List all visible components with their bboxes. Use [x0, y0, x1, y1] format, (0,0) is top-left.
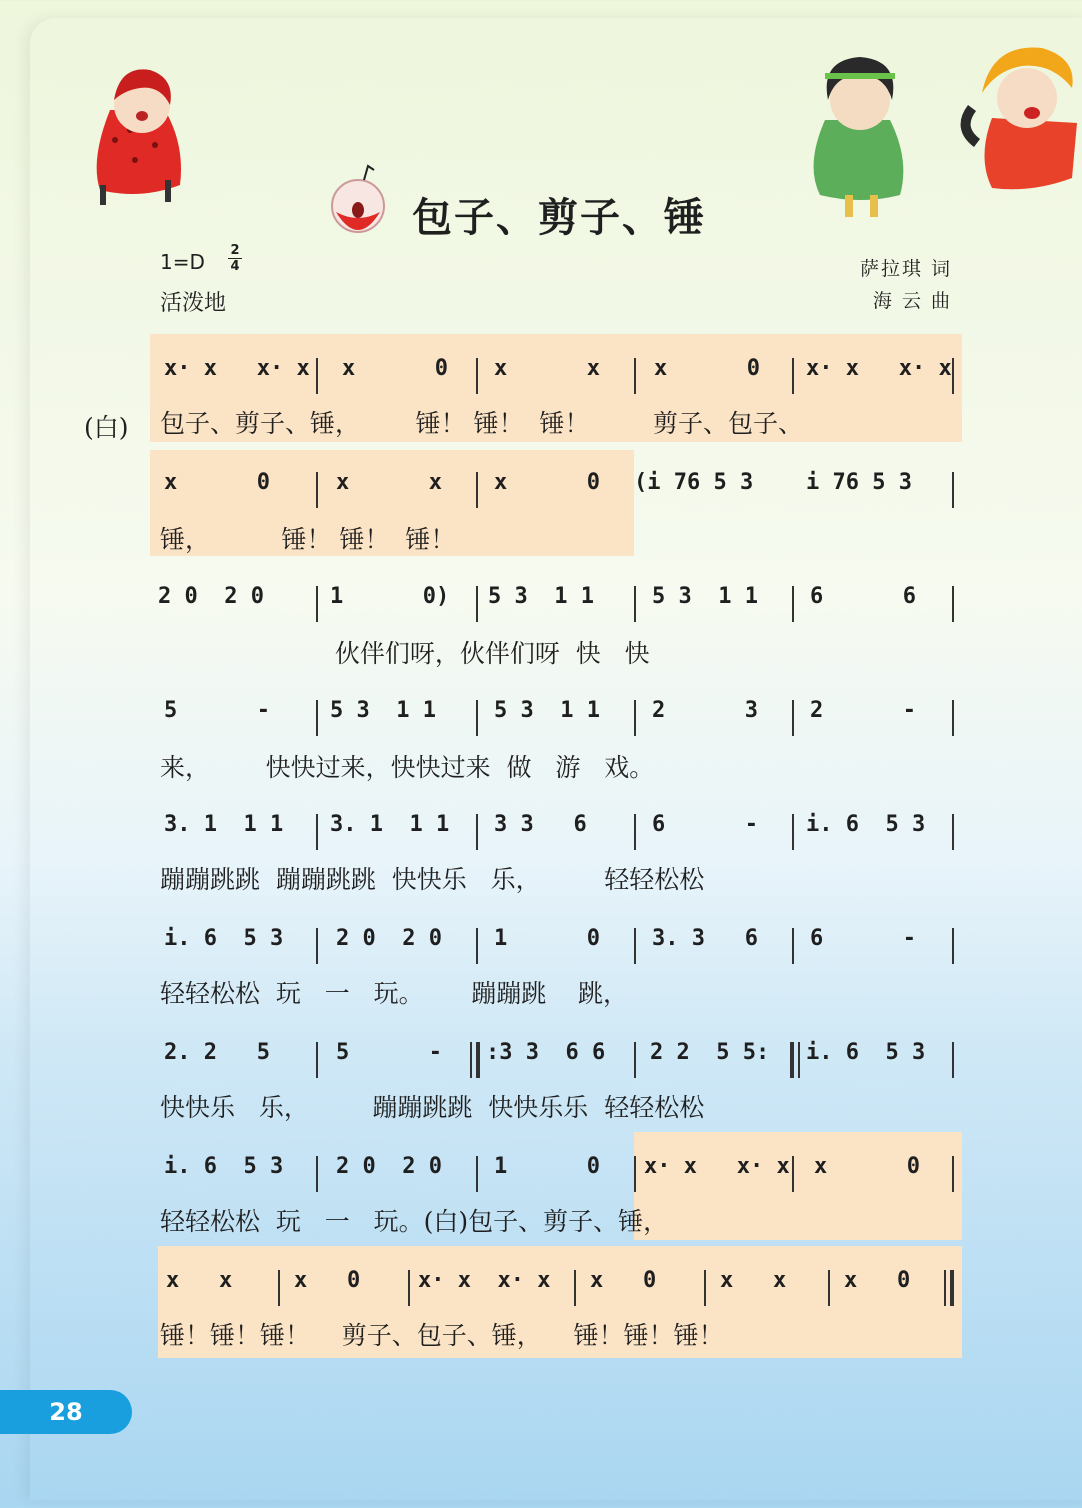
song-title: 包子、剪子、锤	[412, 194, 706, 241]
lyrics-line: 来， 快快过来，快快过来 做 游 戏。	[160, 753, 655, 782]
lyricist-credit: 萨拉琪 词	[859, 258, 952, 280]
lyrics-line: 伙伴们呀，伙伴们呀 快 快	[160, 639, 650, 668]
tempo-marking: 活泼地	[160, 291, 227, 316]
page-number: 28	[0, 1390, 132, 1434]
girl-green-dress-illustration	[790, 45, 930, 225]
composer-credit: 海 云 曲	[872, 290, 952, 312]
lyrics-line: 锤， 锤！ 锤！ 锤！	[160, 525, 456, 554]
score-system-9: x x x 0 x· x x· x x 0 x x x 0 锤！锤！锤！ 剪子、包子、锤， 锤！锤！锤！	[150, 1256, 958, 1366]
girl-red-dress-illustration	[70, 50, 220, 210]
score-system-7: 2. 2 5 5 - :3 3 6 6 2 2 5 5: i. 6 5 3 快快乐 乐， 蹦蹦跳跳 快快乐乐 轻轻松松	[150, 1028, 958, 1138]
singing-ball-character-icon	[328, 164, 388, 250]
lyrics-line: 轻轻松松 玩 一 玩。(白)包子、剪子、锤，	[160, 1207, 669, 1236]
key-signature: 1=D	[160, 250, 205, 274]
time-signature	[228, 244, 242, 273]
score-system-2: x 0 x x x 0 (i 76 5 3 i 76 5 3 锤， 锤！ 锤！ 锤！	[150, 458, 958, 568]
time-signature-top: 2	[230, 243, 240, 258]
score-system-1: x· x x· x x 0 x x x 0 x· x x· x 包子、剪子、锤， 锤！ 锤！ 锤！ 剪子、包子、	[160, 356, 952, 438]
girl-orange-hat-illustration	[952, 38, 1082, 198]
spoken-prefix: (白)	[84, 413, 129, 442]
lyrics-line: 快快乐 乐， 蹦蹦跳跳 快快乐乐 轻轻松松	[160, 1093, 705, 1122]
score-system-4: 5 - 5 3 1 1 5 3 1 1 2 3 2 - 来， 快快过来，快快过来 做 游 戏。	[150, 686, 958, 796]
lyrics-line: 包子、剪子、锤， 锤！ 锤！ 锤！ 剪子、包子、	[160, 409, 804, 438]
time-signature-bottom: 4	[230, 259, 240, 274]
score-system-6: i. 6 5 3 2 0 2 0 1 0 3. 3 6 6 - 轻轻松松 玩 一 玩。 蹦蹦跳 跳，	[150, 914, 958, 1024]
score-system-5: 3. 1 1 1 3. 1 1 1 3 3 6 6 - i. 6 5 3 蹦蹦跳跳 蹦蹦跳跳 快快乐 乐， 轻轻松松	[150, 800, 958, 910]
score-system-8: i. 6 5 3 2 0 2 0 1 0 x· x x· x x 0 轻轻松松 玩 一 玩。(白)包子、剪子、锤，	[150, 1142, 958, 1252]
score-system-3: 2 0 2 0 1 0) 5 3 1 1 5 3 1 1 6 6 伙伴们呀，伙伴们呀 快 快	[150, 572, 958, 682]
lyrics-line: 轻轻松松 玩 一 玩。 蹦蹦跳 跳，	[160, 979, 629, 1008]
lyrics-line: 锤！锤！锤！ 剪子、包子、锤， 锤！锤！锤！	[160, 1321, 724, 1350]
lyrics-line: 蹦蹦跳跳 蹦蹦跳跳 快快乐 乐， 轻轻松松	[160, 865, 705, 894]
